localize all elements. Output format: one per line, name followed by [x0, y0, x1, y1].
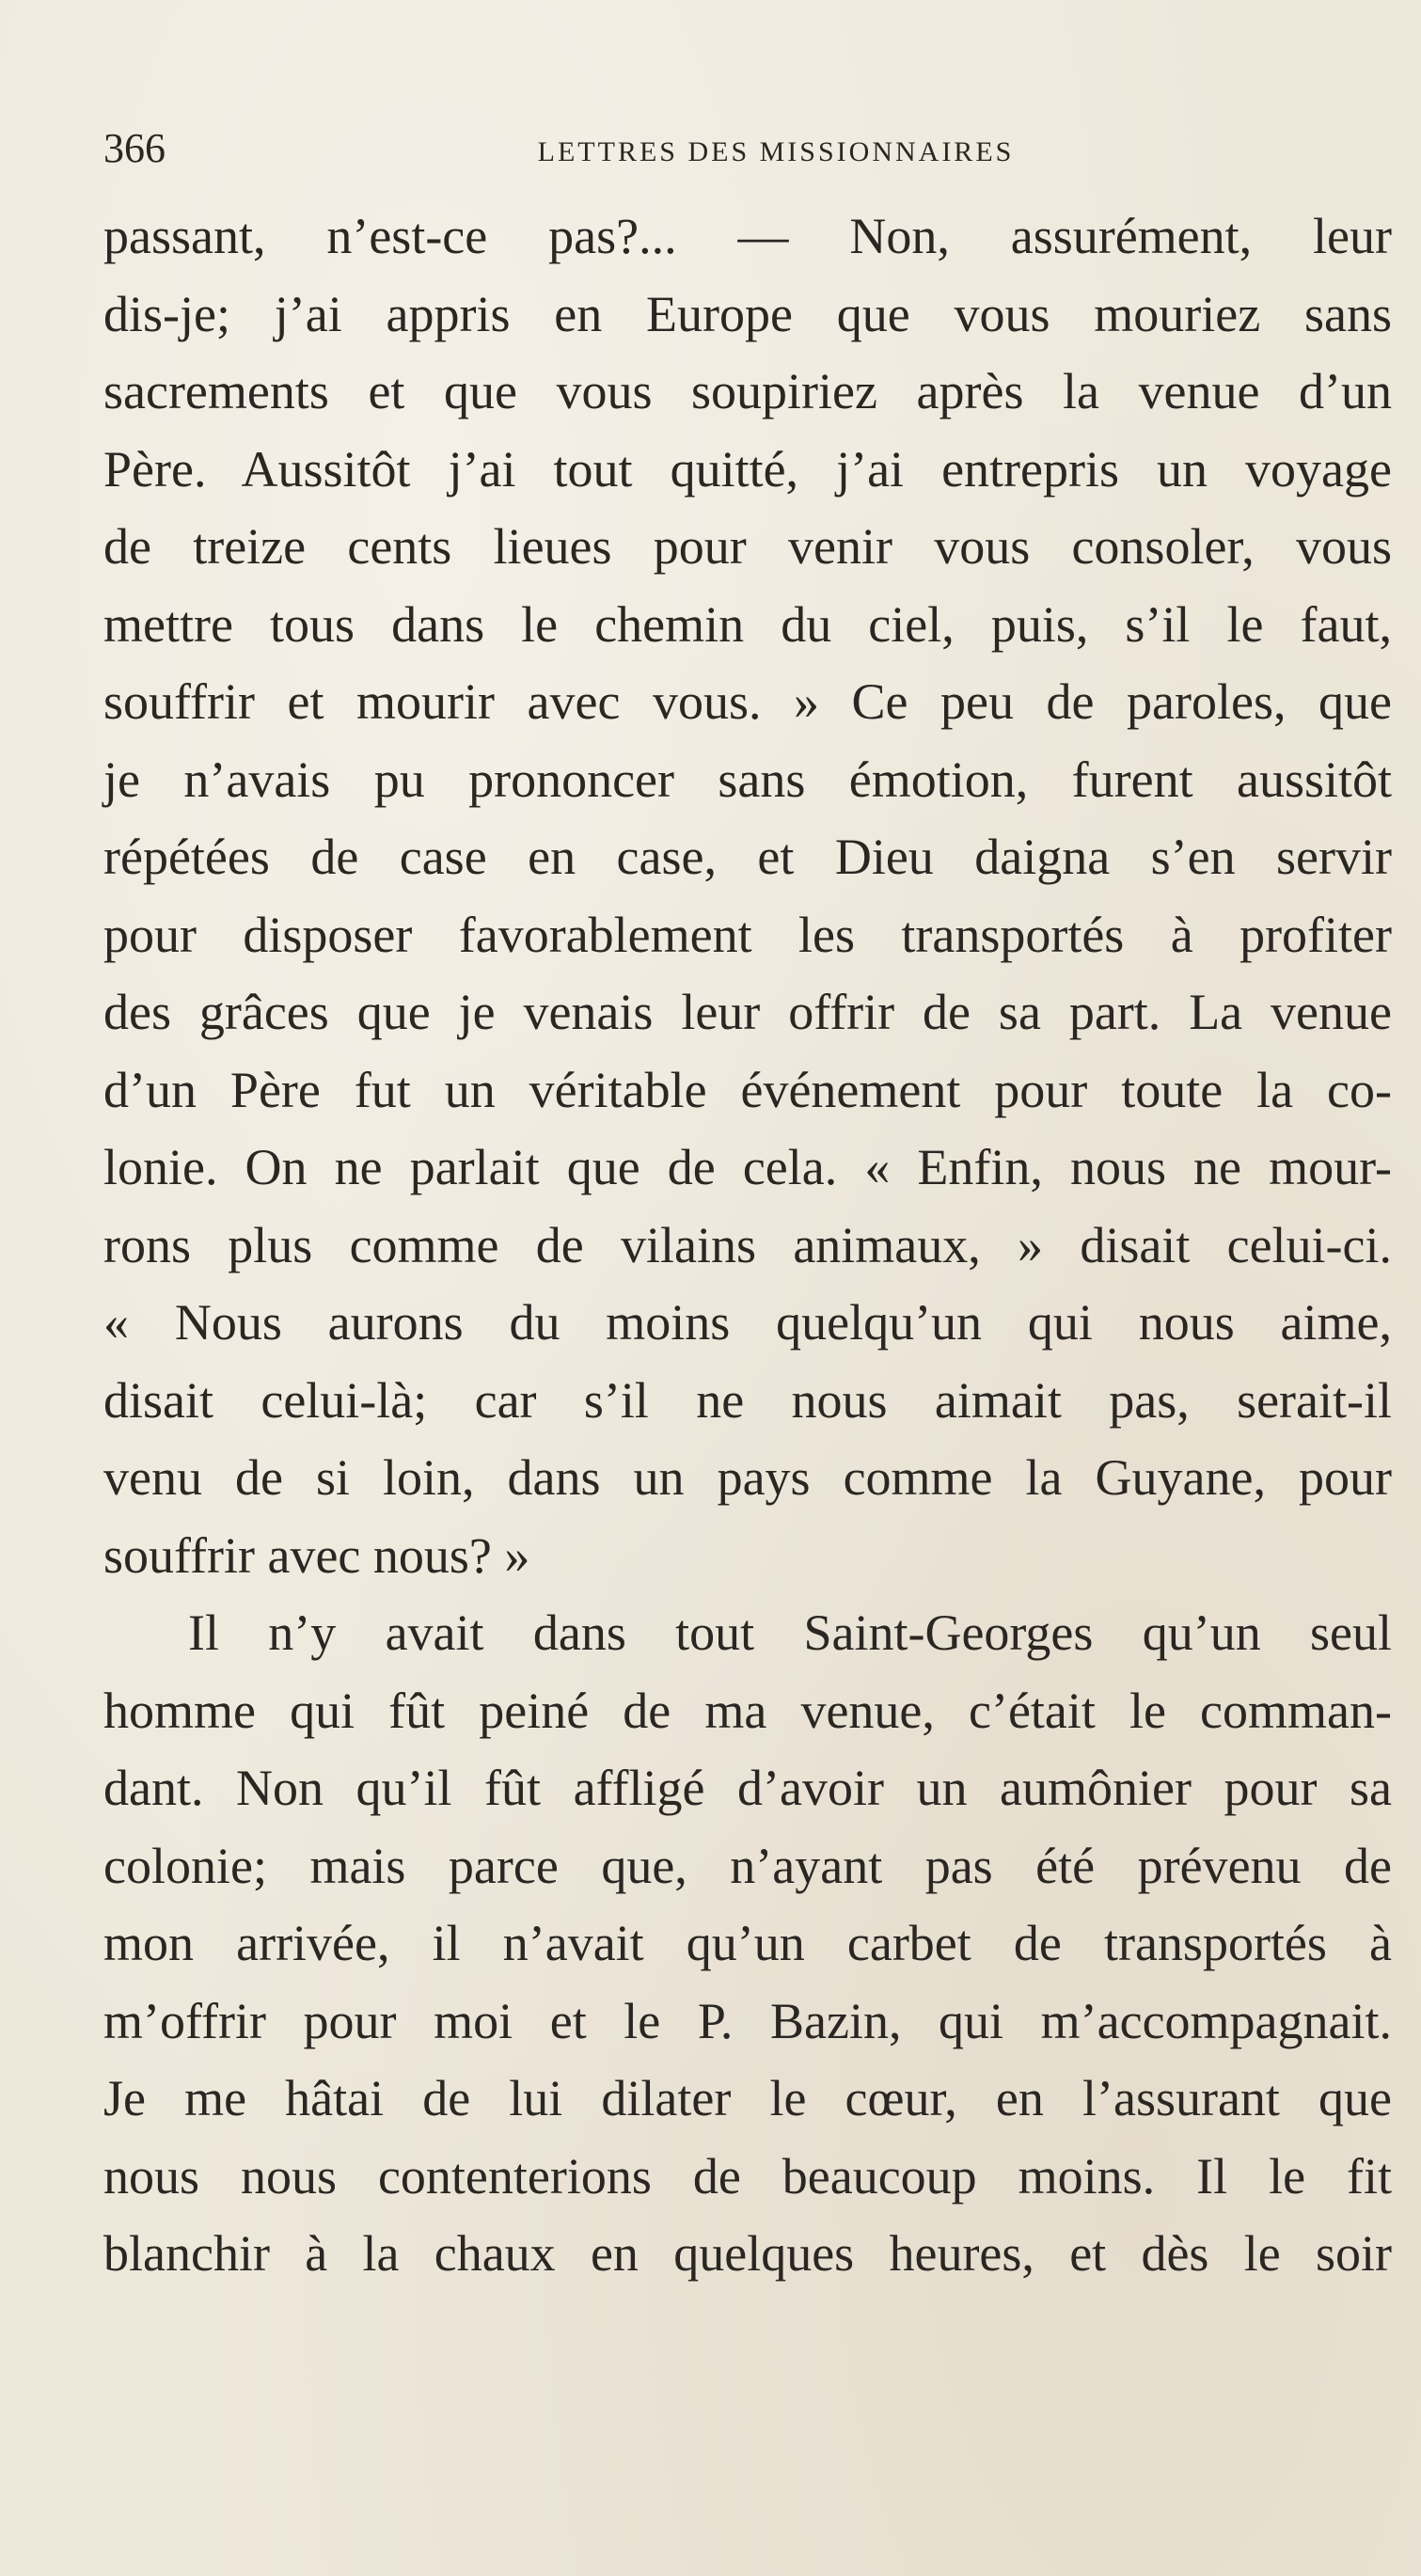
page-number: 366: [103, 125, 166, 171]
text-line: rons plus comme de vilains animaux, » disait celui-ci.: [103, 1216, 1392, 1273]
text-line: Père. Aussitôt j’ai tout quitté, j’ai entrepris un voyage: [103, 440, 1392, 498]
text-line: souffrir et mourir avec vous. » Ce peu de paroles, que: [103, 673, 1392, 730]
text-line: mettre tous dans le chemin du ciel, puis, s’il le faut,: [103, 595, 1392, 653]
text-line: sacrements et que vous soupiriez après la venue d’un: [103, 363, 1392, 419]
text-line: de treize cents lieues pour venir vous consoler, vous: [103, 518, 1392, 575]
text-line: venu de si loin, dans un pays comme la Guyane, pour: [103, 1449, 1392, 1506]
text-line: d’un Père fut un véritable événement pour toute la co-: [103, 1061, 1392, 1118]
text-line: des grâces que je venais leur offrir de sa part. La venue: [103, 984, 1392, 1040]
text-line: répétées de case en case, et Dieu daigna s’en servir: [103, 829, 1392, 885]
paragraph-start-line: Il n’y avait dans tout Saint-Georges qu’un seul: [188, 1604, 1392, 1661]
text-line: blanchir à la chaux en quelques heures, et dès le soir: [103, 2225, 1392, 2282]
text-line: « Nous aurons du moins quelqu’un qui nous aime,: [103, 1294, 1392, 1351]
text-line: dant. Non qu’il fût affligé d’avoir un aumônier pour sa: [103, 1760, 1392, 1816]
text-line: mon arrivée, il n’avait qu’un carbet de transportés à: [103, 1915, 1392, 1971]
body-text: [103, 198, 1392, 2293]
text-line: colonie; mais parce que, n’ayant pas été prévenu de: [103, 1837, 1392, 1894]
text-line: je n’avais pu prononcer sans émotion, furent aussitôt: [103, 751, 1392, 808]
text-line: m’offrir pour moi et le P. Bazin, qui m’accompagnait.: [103, 1992, 1392, 2049]
text-line: nous nous contenterions de beaucoup moins. Il le fit: [103, 2147, 1392, 2205]
text-line: passant, n’est-ce pas?... — Non, assurément, leur: [103, 208, 1392, 264]
paragraph-end-line: souffrir avec nous? »: [103, 1526, 530, 1584]
text-line: lonie. On ne parlait que de cela. « Enfin, nous ne mour-: [103, 1139, 1392, 1195]
text-line: dis-je; j’ai appris en Europe que vous mouriez sans: [103, 285, 1392, 342]
running-title: LETTRES DES MISSIONNAIRES: [537, 136, 1015, 167]
text-line: pour disposer favorablement les transportés à profiter: [103, 906, 1392, 963]
running-head: [103, 120, 1392, 177]
text-line: homme qui fût peiné de ma venue, c’était le comman-: [103, 1682, 1392, 1739]
text-line: Je me hâtai de lui dilater le cœur, en l’assurant que: [103, 2070, 1392, 2126]
text-line: disait celui-là; car s’il ne nous aimait pas, serait-il: [103, 1371, 1392, 1429]
